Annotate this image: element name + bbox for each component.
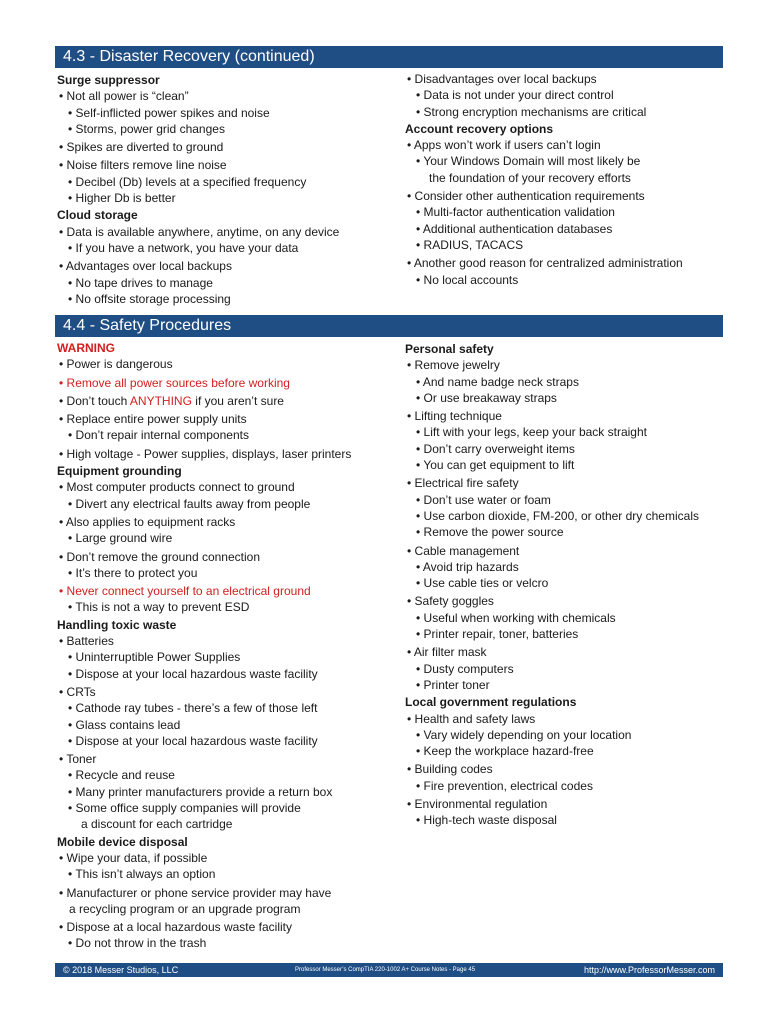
list-item: • Lift with your legs, keep your back straight [416, 425, 647, 440]
list-item: • Large ground wire [68, 531, 173, 546]
list-item: • No tape drives to manage [68, 275, 213, 290]
list-item: • Advantages over local backups [59, 259, 232, 274]
list-item: • Health and safety laws [407, 711, 536, 726]
list-item: • Air filter mask [407, 645, 487, 660]
heading-toxic-waste: Handling toxic waste [57, 617, 177, 632]
list-item: • Environmental regulation [407, 797, 548, 812]
list-item: • Dispose at your local hazardous waste facility [68, 733, 318, 748]
list-item: • Some office supply companies will provide [68, 801, 301, 816]
list-item: • RADIUS, TACACS [416, 237, 524, 252]
list-item: • Replace entire power supply units [59, 412, 247, 427]
heading-mobile-disposal: Mobile device disposal [57, 834, 188, 849]
list-item: • Many printer manufacturers provide a return box [68, 784, 333, 799]
list-item: • Don’t carry overweight items [416, 441, 575, 456]
list-item: • This is not a way to prevent ESD [68, 600, 250, 615]
list-item: • Safety goggles [407, 594, 494, 609]
list-item: • High-tech waste disposal [416, 813, 557, 828]
list-item: • It’s there to protect you [68, 565, 198, 580]
list-item: • Data is not under your direct control [416, 88, 614, 103]
list-item: • If you have a network, you have your data [68, 240, 299, 255]
safety-left-column [57, 340, 392, 952]
page-footer [55, 963, 723, 977]
list-item: • Recycle and reuse [68, 768, 175, 783]
heading-warning: WARNING [57, 341, 115, 355]
heading-cloud-storage: Cloud storage [57, 208, 138, 223]
list-item: • Not all power is “clean” [59, 89, 189, 104]
disaster-recovery-left-column [57, 71, 392, 307]
list-item: • High voltage - Power supplies, displays, laser printers [59, 446, 352, 461]
list-item: • Lifting technique [407, 409, 502, 424]
list-item: • Data is available anywhere, anytime, on any device [59, 224, 340, 239]
list-item: • Wipe your data, if possible [59, 850, 208, 865]
list-item: • Consider other authentication requirements [407, 189, 645, 204]
list-item: • Apps won’t work if users can’t login [407, 138, 601, 153]
list-item-continuation: a recycling program or an upgrade program [69, 901, 301, 916]
list-item: • Manufacturer or phone service provider may have [59, 885, 332, 900]
list-item: • Don’t remove the ground connection [59, 549, 260, 564]
heading-local-regulations: Local government regulations [405, 695, 577, 710]
list-item: • Divert any electrical faults away from people [68, 496, 311, 511]
list-item: • Do not throw in the trash [68, 936, 207, 951]
list-item: • Also applies to equipment racks [59, 514, 236, 529]
list-item: • And name badge neck straps [416, 374, 579, 389]
list-item: • Multi-factor authentication validation [416, 205, 615, 220]
list-item: • Strong encryption mechanisms are critical [416, 104, 647, 119]
list-item: • Additional authentication databases [416, 221, 613, 236]
list-item: • Toner [59, 752, 97, 767]
footer-course-notes: Professor Messer’s CompTIA 220-1002 A+ Course Notes - Page 45 [295, 967, 476, 973]
list-item: • Avoid trip hazards [416, 559, 519, 574]
list-item: • Printer toner [416, 677, 490, 692]
list-item: • Decibel (Db) levels at a specified frequency [68, 174, 307, 189]
list-item-warning: • Remove all power sources before working [59, 375, 290, 390]
list-item: • Dusty computers [416, 661, 514, 676]
footer-website-link[interactable]: http://www.ProfessorMesser.com [583, 965, 715, 975]
list-item: • Don’t repair internal components [68, 428, 249, 443]
disaster-recovery-right-column [405, 71, 723, 288]
section-header-disaster-recovery: 4.3 - Disaster Recovery (continued) [55, 46, 723, 68]
section-header-safety-procedures: 4.4 - Safety Procedures [55, 315, 723, 337]
list-item: • Use cable ties or velcro [416, 576, 549, 591]
emphasis-text: ANYTHING [129, 393, 192, 408]
list-item: • Use carbon dioxide, FM-200, or other dry chemicals [416, 508, 699, 523]
list-item: • Self-inflicted power spikes and noise [68, 105, 270, 120]
list-item: • Or use breakaway straps [416, 390, 557, 405]
list-item: • Useful when working with chemicals [416, 610, 616, 625]
list-item: • Disadvantages over local backups [407, 72, 597, 86]
list-item: • Keep the workplace hazard-free [416, 744, 594, 759]
heading-surge-suppressor: Surge suppressor [57, 73, 160, 87]
list-item: • Glass contains lead [68, 717, 181, 732]
heading-equipment-grounding: Equipment grounding [57, 464, 182, 479]
footer-copyright: © 2018 Messer Studios, LLC [63, 965, 179, 975]
list-item: • Building codes [407, 762, 493, 777]
list-item: • Fire prevention, electrical codes [416, 778, 593, 793]
list-item: • No local accounts [416, 272, 519, 287]
list-item: • No offsite storage processing [68, 291, 231, 306]
list-item: • Electrical fire safety [407, 476, 519, 491]
list-item: • Remove the power source [416, 525, 564, 540]
list-item [57, 393, 392, 409]
list-item: • CRTs [59, 684, 96, 699]
list-item: • Higher Db is better [68, 191, 176, 206]
list-item: • This isn’t always an option [68, 867, 216, 882]
list-item-continuation: the foundation of your recovery efforts [429, 170, 631, 185]
list-item: • Printer repair, toner, batteries [416, 627, 579, 642]
list-item: • Remove jewelry [407, 358, 500, 373]
list-item: • Don’t use water or foam [416, 492, 551, 507]
list-item: • Power is dangerous [59, 357, 173, 372]
list-item: • Storms, power grid changes [68, 121, 225, 136]
list-item-text: if you aren’t sure [191, 393, 284, 408]
list-item: • You can get equipment to lift [416, 458, 575, 473]
list-item: • Cable management [407, 543, 520, 558]
list-item: • Vary widely depending on your location [416, 727, 632, 742]
list-item: • Cathode ray tubes - there’s a few of those left [68, 701, 318, 716]
list-item: • Dispose at your local hazardous waste facility [68, 666, 318, 681]
list-item: • Your Windows Domain will most likely be [416, 154, 641, 169]
heading-account-recovery: Account recovery options [405, 121, 554, 136]
list-item: • Uninterruptible Power Supplies [68, 650, 241, 665]
list-item: • Batteries [59, 634, 114, 649]
list-item: • Most computer products connect to ground [59, 480, 295, 495]
list-item-text: • Don’t touch [59, 393, 130, 408]
list-item-warning: • Never connect yourself to an electrical ground [59, 584, 311, 599]
list-item-continuation: a discount for each cartridge [81, 817, 233, 832]
list-item: • Another good reason for centralized administration [407, 256, 683, 271]
safety-right-column [405, 340, 723, 829]
list-item: • Dispose at a local hazardous waste facility [59, 920, 292, 935]
heading-personal-safety: Personal safety [405, 342, 494, 356]
list-item: • Noise filters remove line noise [59, 158, 227, 173]
list-item: • Spikes are diverted to ground [59, 140, 224, 155]
